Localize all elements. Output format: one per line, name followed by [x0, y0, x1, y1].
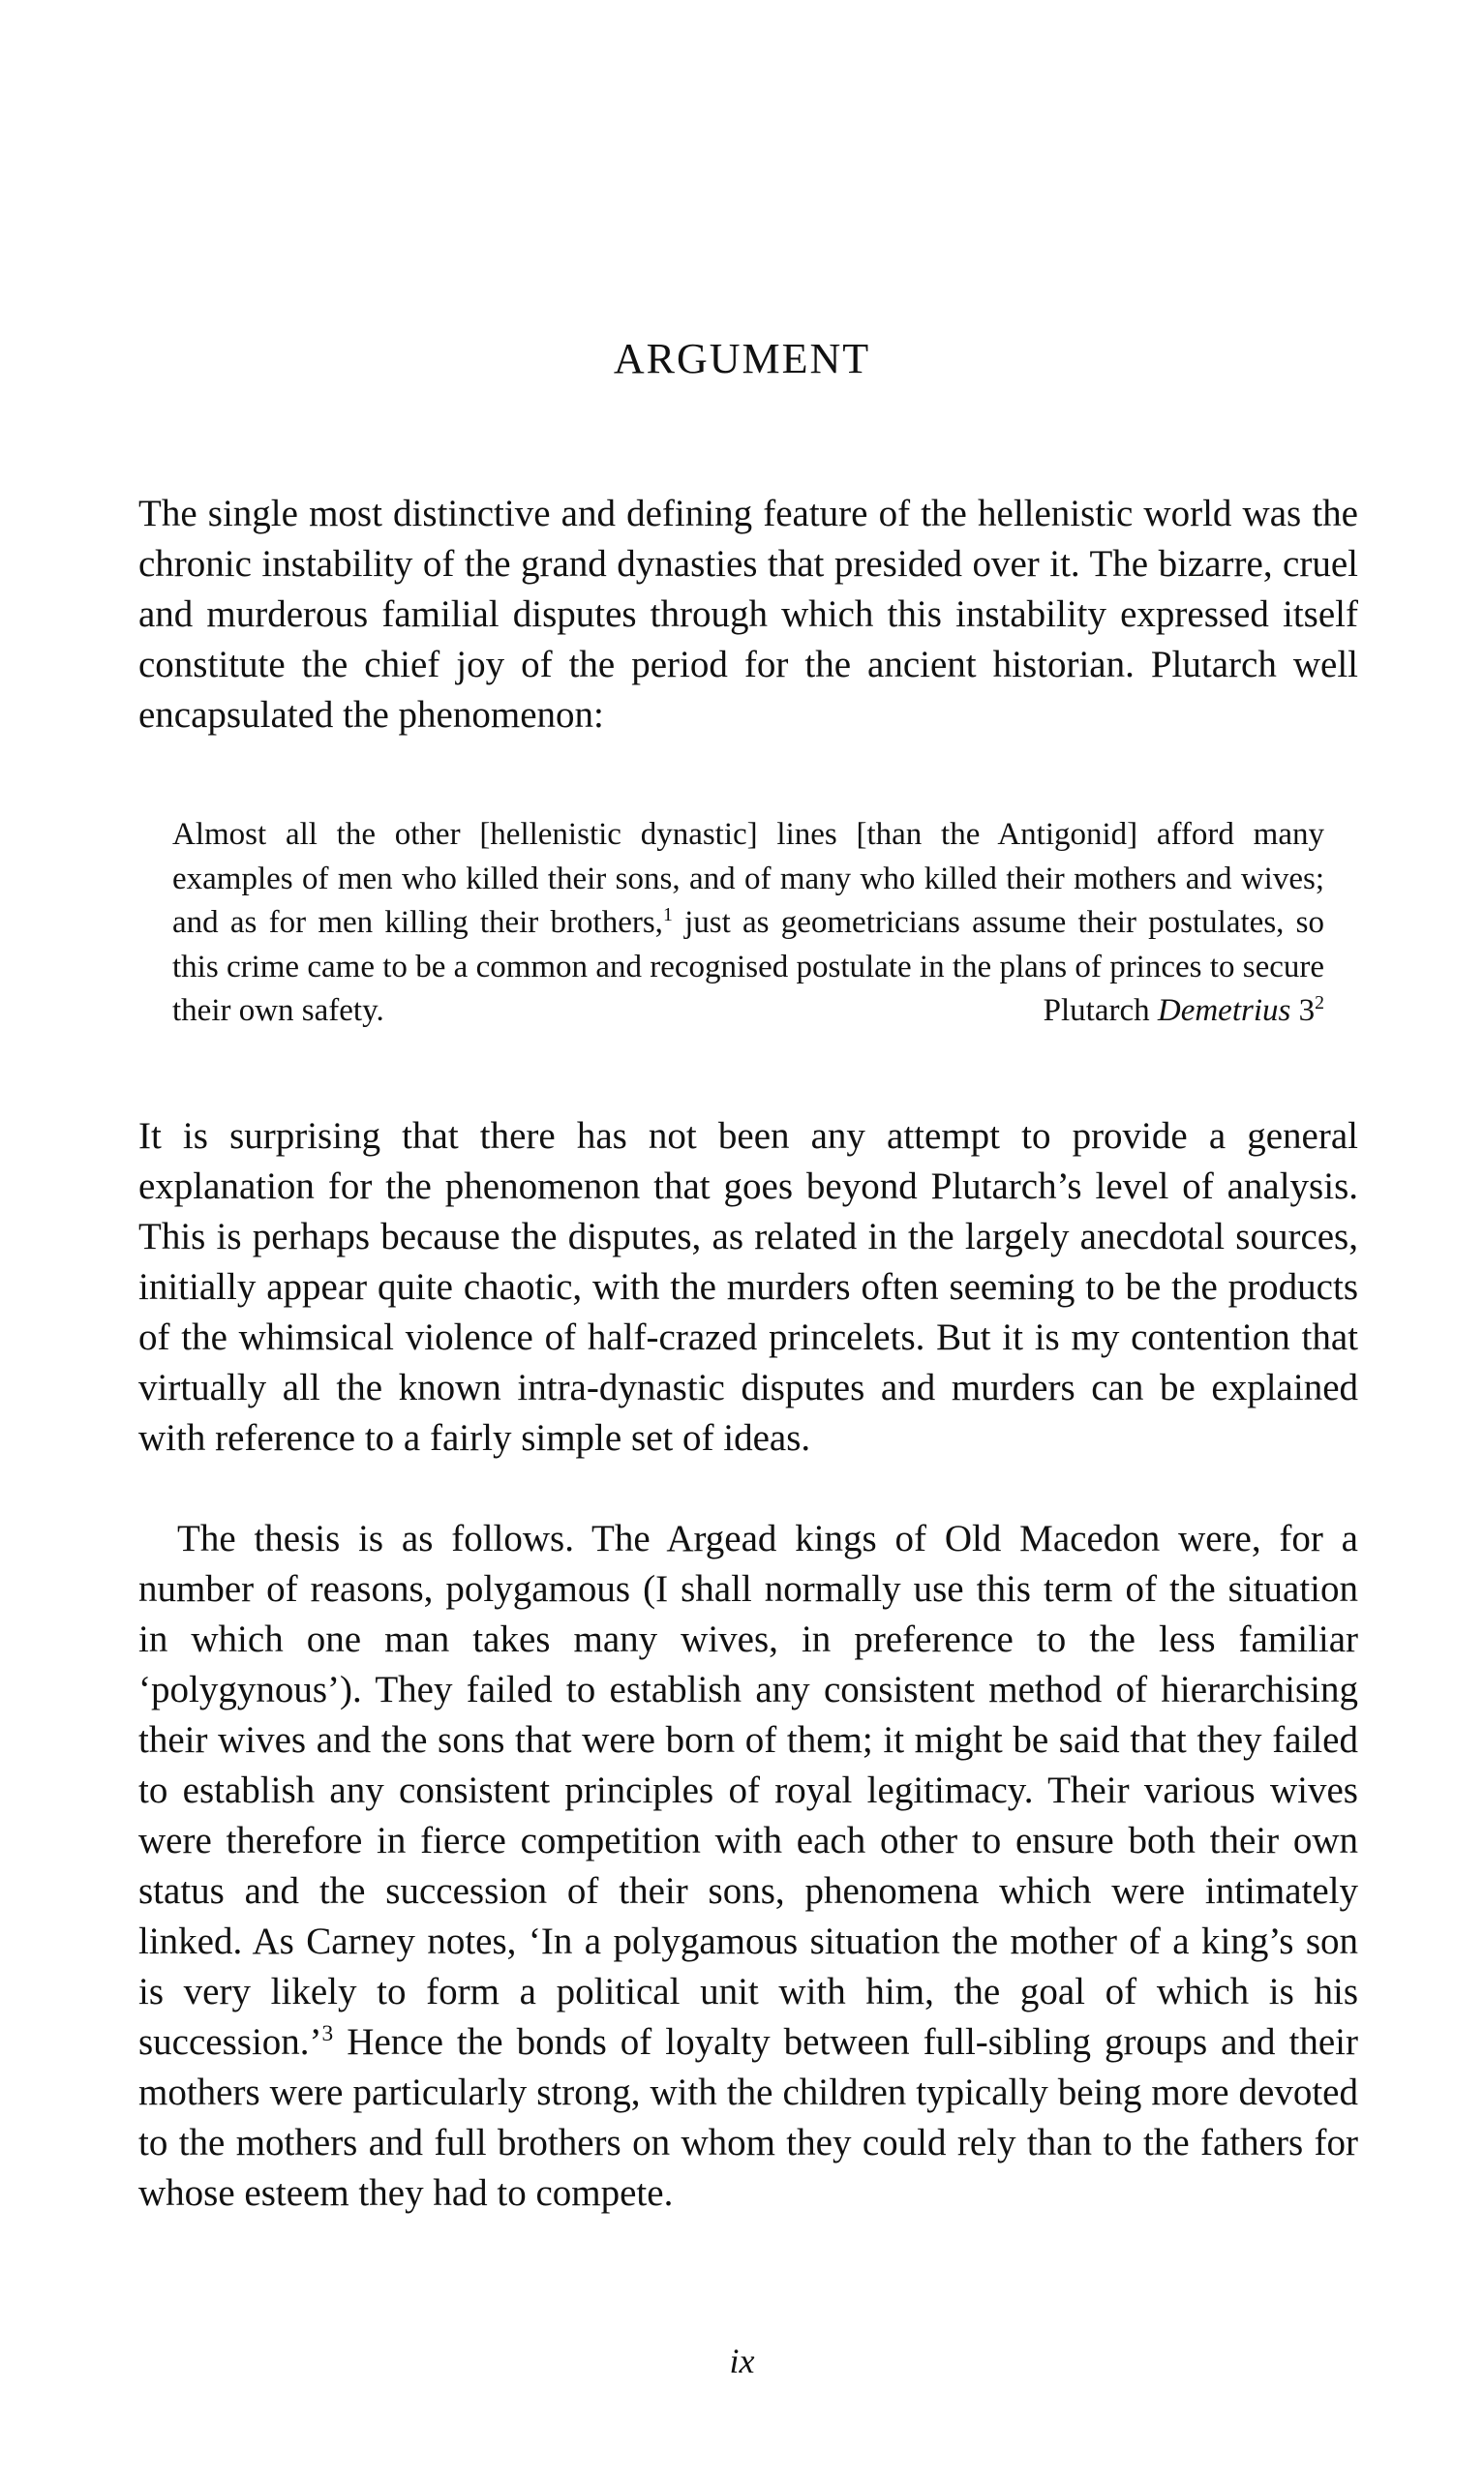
block-quote: [172, 813, 1324, 1034]
thesis-text-end: Hence the bonds of loyalty between full-sibling groups and their mothers were particularly strong, with the children typically being more devoted to the mothers and full brothers on whom they could rely than to the fathers for whose esteem they had to compete.: [138, 2021, 1358, 2214]
intro-paragraph: The single most distinctive and defining feature of the hellenistic world was the chronic instability of the grand dynasties that presided over it. The bizarre, cruel and murderous familial disputes through which this instability expressed itself constitute the chief joy of the period for the ancient historian. Plutarch well encapsulated the phenomenon:: [138, 493, 1358, 736]
attribution-ref: 3: [1298, 993, 1316, 1028]
quote-attribution: [1044, 989, 1324, 1034]
quote-text-end: just as geometricians assume their postulates, so this crime came to be a common and recognised postulate in the plans of princes to secure their own safety.: [172, 905, 1324, 1028]
thesis-paragraph: [138, 1514, 1358, 2219]
attribution-title: Demetrius: [1157, 993, 1291, 1028]
chapter-heading: ARGUMENT: [613, 335, 871, 382]
footnote-marker-3[interactable]: 3: [321, 2021, 334, 2046]
analysis-paragraph: It is surprising that there has not been any attempt to provide a general explanation for the phenomenon that goes beyond Plutarch’s level of analysis. This is perhaps because the disputes, as related in the largely anecdotal sources, initially appear quite chaotic, with the murders often seeming to be the products of the whimsical violence of half-crazed princelets. But it is my contention that virtually all the known intra-dynastic disputes and murders can be explained with reference to a fairly simple set of ideas.: [138, 1115, 1358, 1459]
quote-text-start: Almost all the other [hellenistic dynastic] lines [than the Antigonid] afford many examples of men who killed their sons, and of many who killed their mothers and wives; and as for men killing their brothers,: [172, 817, 1324, 940]
footnote-marker-2[interactable]: 2: [1315, 992, 1324, 1014]
attribution-author: Plutarch: [1043, 993, 1150, 1028]
thesis-text-start: The thesis is as follows. The Argead kings of Old Macedon were, for a number of reasons, polygamous (I shall normally use this term of the situation in which one man takes many wives, in preference to the less familiar ‘polygynous’). They failed to establish any consistent method of hierarchising their wives and the sons that were born of them; it might be said that they failed to establish any consistent principles of royal legitimacy. Their various wives were therefore in fierce competition with each other to ensure both their own status and the succession of their sons, phenomena which were intimately linked. As Carney notes, ‘In a polygamous situation the mother of a king’s son is very likely to form a political unit with him, the goal of which is his succession.’: [138, 1518, 1358, 2063]
page-number: ix: [729, 2342, 755, 2380]
footnote-marker-1[interactable]: 1: [662, 904, 673, 925]
